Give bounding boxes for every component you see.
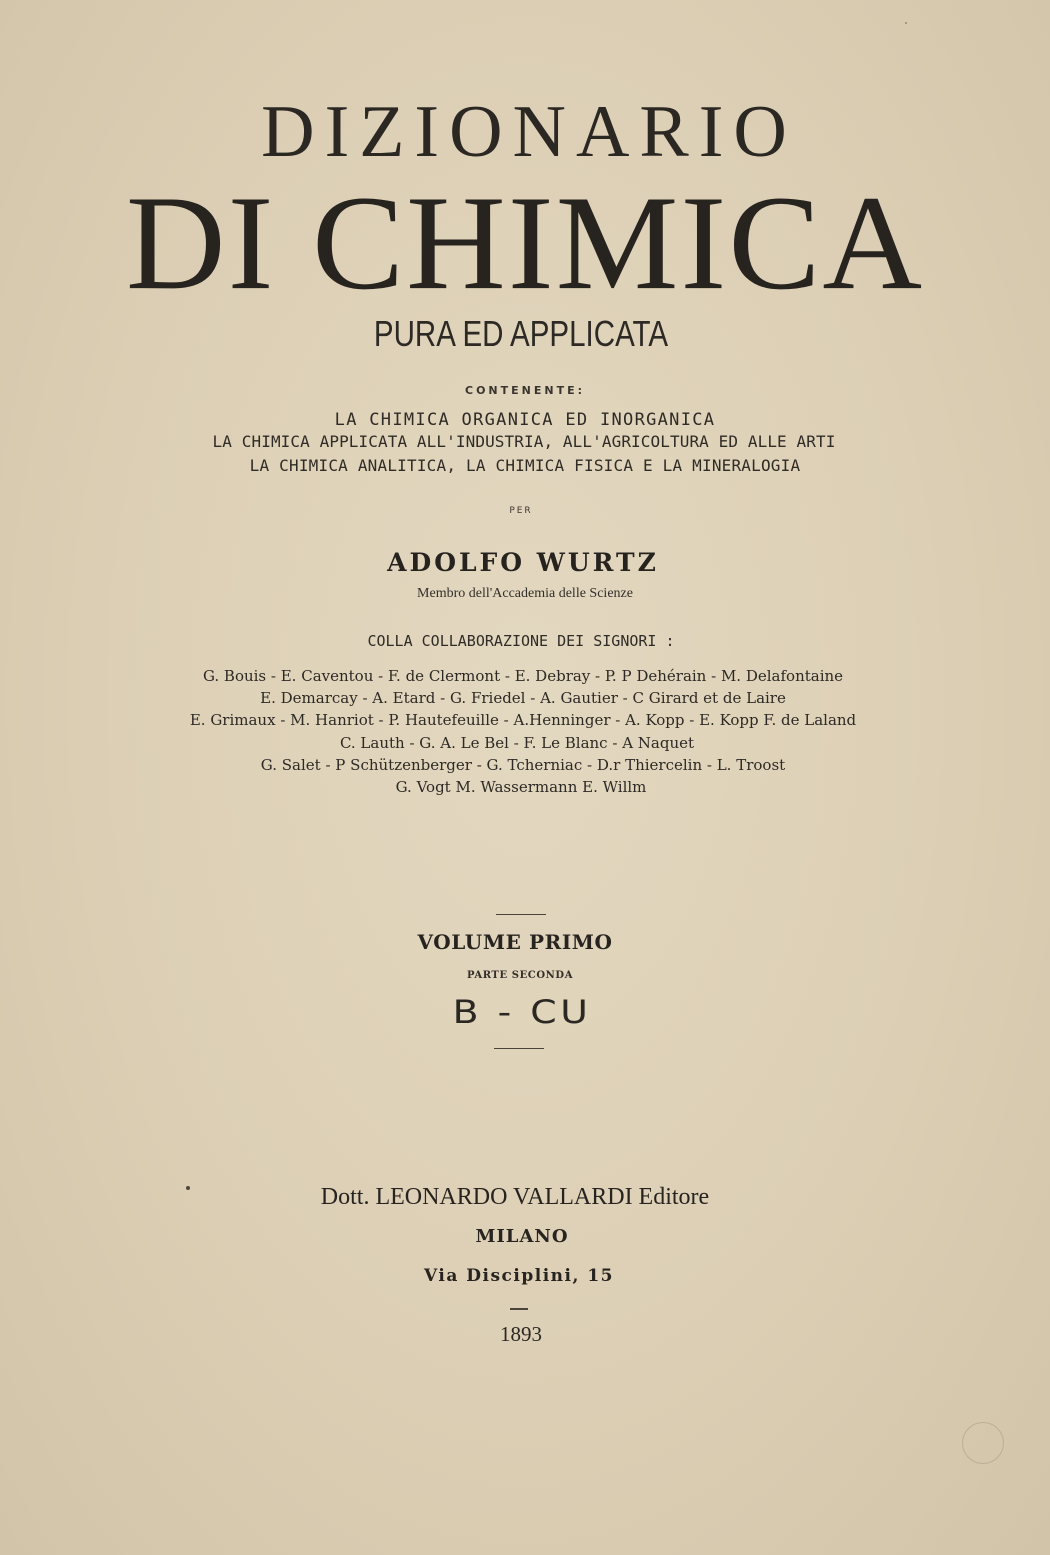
collaborators-line: G. Salet - P Schützenberger - G. Tcherniac - D.r Thiercelin - L. Troost [260, 756, 786, 774]
ink-speck [905, 22, 907, 24]
title-dizionario: DIZIONARIO [261, 91, 797, 173]
ink-speck [186, 1186, 190, 1190]
collaborators-line: E. Demarcay - A. Etard - G. Friedel - A. Gautier - C Girard et de Laire [260, 689, 786, 707]
subtitle: PURA ED APPLICATA [373, 313, 669, 354]
per-label: PER [509, 506, 533, 516]
divider-rule [494, 1048, 544, 1049]
divider-rule [496, 914, 546, 915]
collaborators-line: C. Lauth - G. A. Le Bel - F. Le Blanc - A Naquet [339, 734, 695, 752]
collaborators-line: G. Vogt M. Wassermann E. Willm [395, 778, 647, 796]
publisher-city: MILANO [475, 1226, 569, 1247]
collaborators-line: G. Bouis - E. Caventou - F. de Clermont - E. Debray - P. P Dehérain - M. Delafontaine [202, 667, 844, 685]
author-name: ADOLFO WURTZ [387, 548, 659, 577]
collaborators-line: E. Grimaux - M. Hanriot - P. Hautefeuille - A.Henninger - A. Kopp - E. Kopp F. de Laland [189, 711, 857, 729]
divider-rule [510, 1308, 528, 1310]
publisher-street: Via Disciplini, 15 [424, 1266, 614, 1286]
publication-year: 1893 [500, 1322, 542, 1346]
contents-label: CONTENENTE: [465, 384, 585, 397]
author-affiliation: Membro dell'Accademia delle Scienze [417, 586, 633, 601]
publisher-name: Dott. LEONARDO VALLARDI Editore [320, 1184, 710, 1210]
contents-line: LA CHIMICA ANALITICA, LA CHIMICA FISICA E LA MINERALOGIA [249, 456, 801, 475]
library-stamp [962, 1422, 1004, 1464]
volume-label: VOLUME PRIMO [417, 930, 613, 954]
title-di-chimica: DI CHIMICA [125, 167, 925, 318]
contents-line: LA CHIMICA ORGANICA ED INORGANICA [334, 410, 716, 430]
part-label: PARTE SECONDA [466, 970, 574, 981]
volume-range: B - CU [452, 993, 592, 1031]
collaboration-label: COLLA COLLABORAZIONE DEI SIGNORI : [367, 632, 675, 650]
contents-line: LA CHIMICA APPLICATA ALL'INDUSTRIA, ALL'AGRICOLTURA ED ALLE ARTI [212, 432, 836, 451]
